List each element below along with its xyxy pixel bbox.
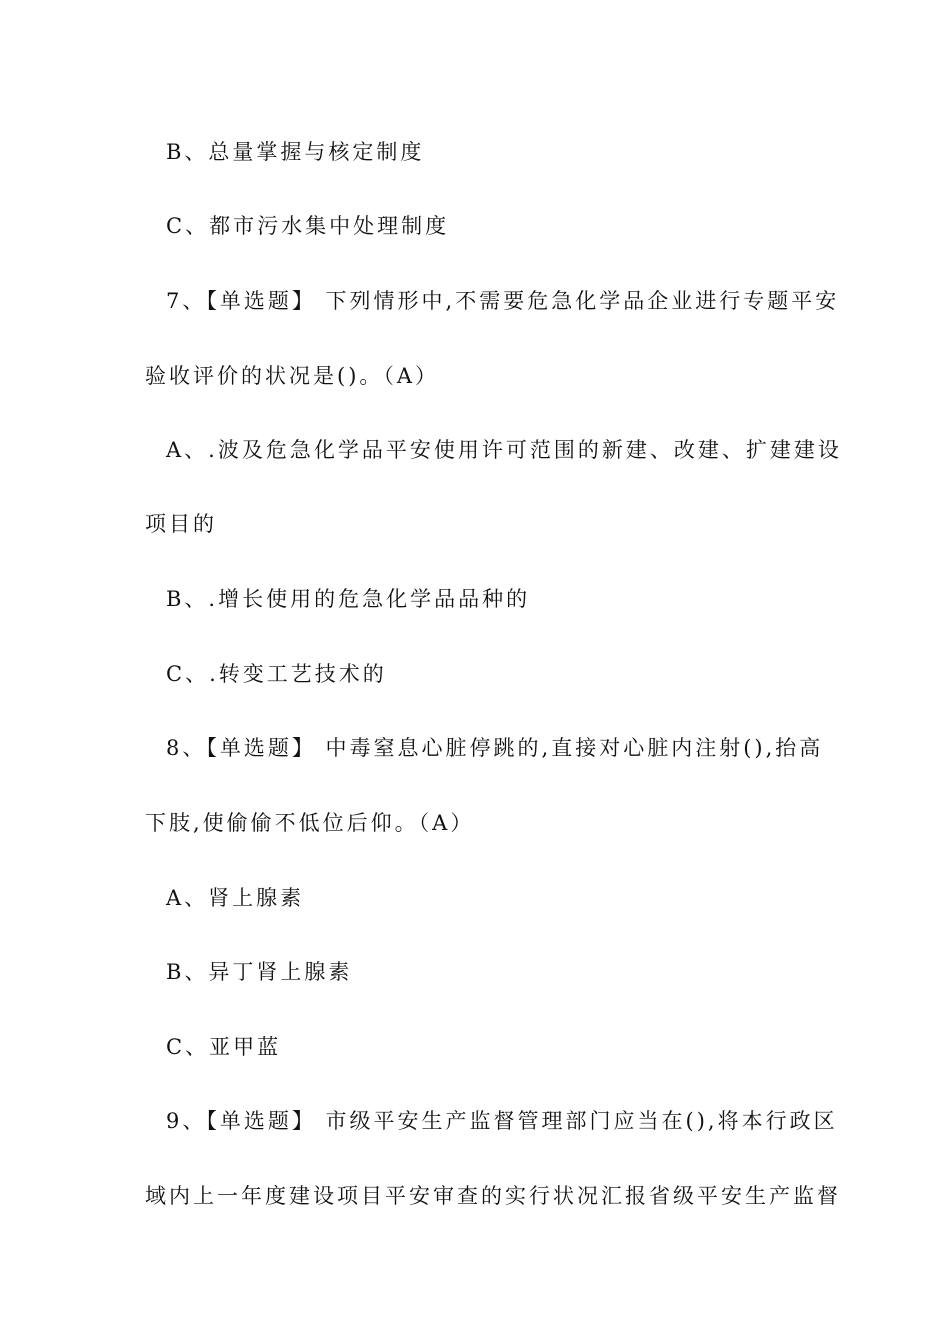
option-c-q7: C、.转变工艺技术的	[166, 662, 387, 686]
option-b-q8: B、异丁肾上腺素	[166, 960, 353, 984]
option-a-q7: A、.波及危急化学品平安使用许可范围的新建、改建、扩建建设	[166, 438, 842, 462]
question-7-stem: 7、【单选题】 下列情形中,不需要危急化学品企业进行专题平安	[166, 289, 840, 313]
option-c-q6: C、都市污水集中处理制度	[166, 214, 450, 238]
option-a-q7-continued: 项目的	[145, 512, 217, 536]
question-7-stem-continued: 验收评价的状况是()。（A）	[145, 364, 440, 388]
option-c-q8: C、亚甲蓝	[166, 1035, 282, 1059]
option-b-q7: B、.增长使用的危急化学品品种的	[166, 587, 531, 611]
question-9-stem: 9、【单选题】 市级平安生产监督管理部门应当在(),将本行政区	[166, 1109, 838, 1133]
option-a-q8: A、肾上腺素	[166, 886, 305, 910]
option-b-q6: B、总量掌握与核定制度	[166, 140, 425, 164]
question-9-stem-continued: 域内上一年度建设项目平安审查的实行状况汇报省级平安生产监督	[145, 1184, 841, 1208]
question-8-stem: 8、【单选题】 中毒窒息心脏停跳的,直接对心脏内注射(),抬高	[166, 736, 824, 760]
question-8-stem-continued: 下肢,使偷偷不低位后仰。（A）	[145, 811, 475, 835]
